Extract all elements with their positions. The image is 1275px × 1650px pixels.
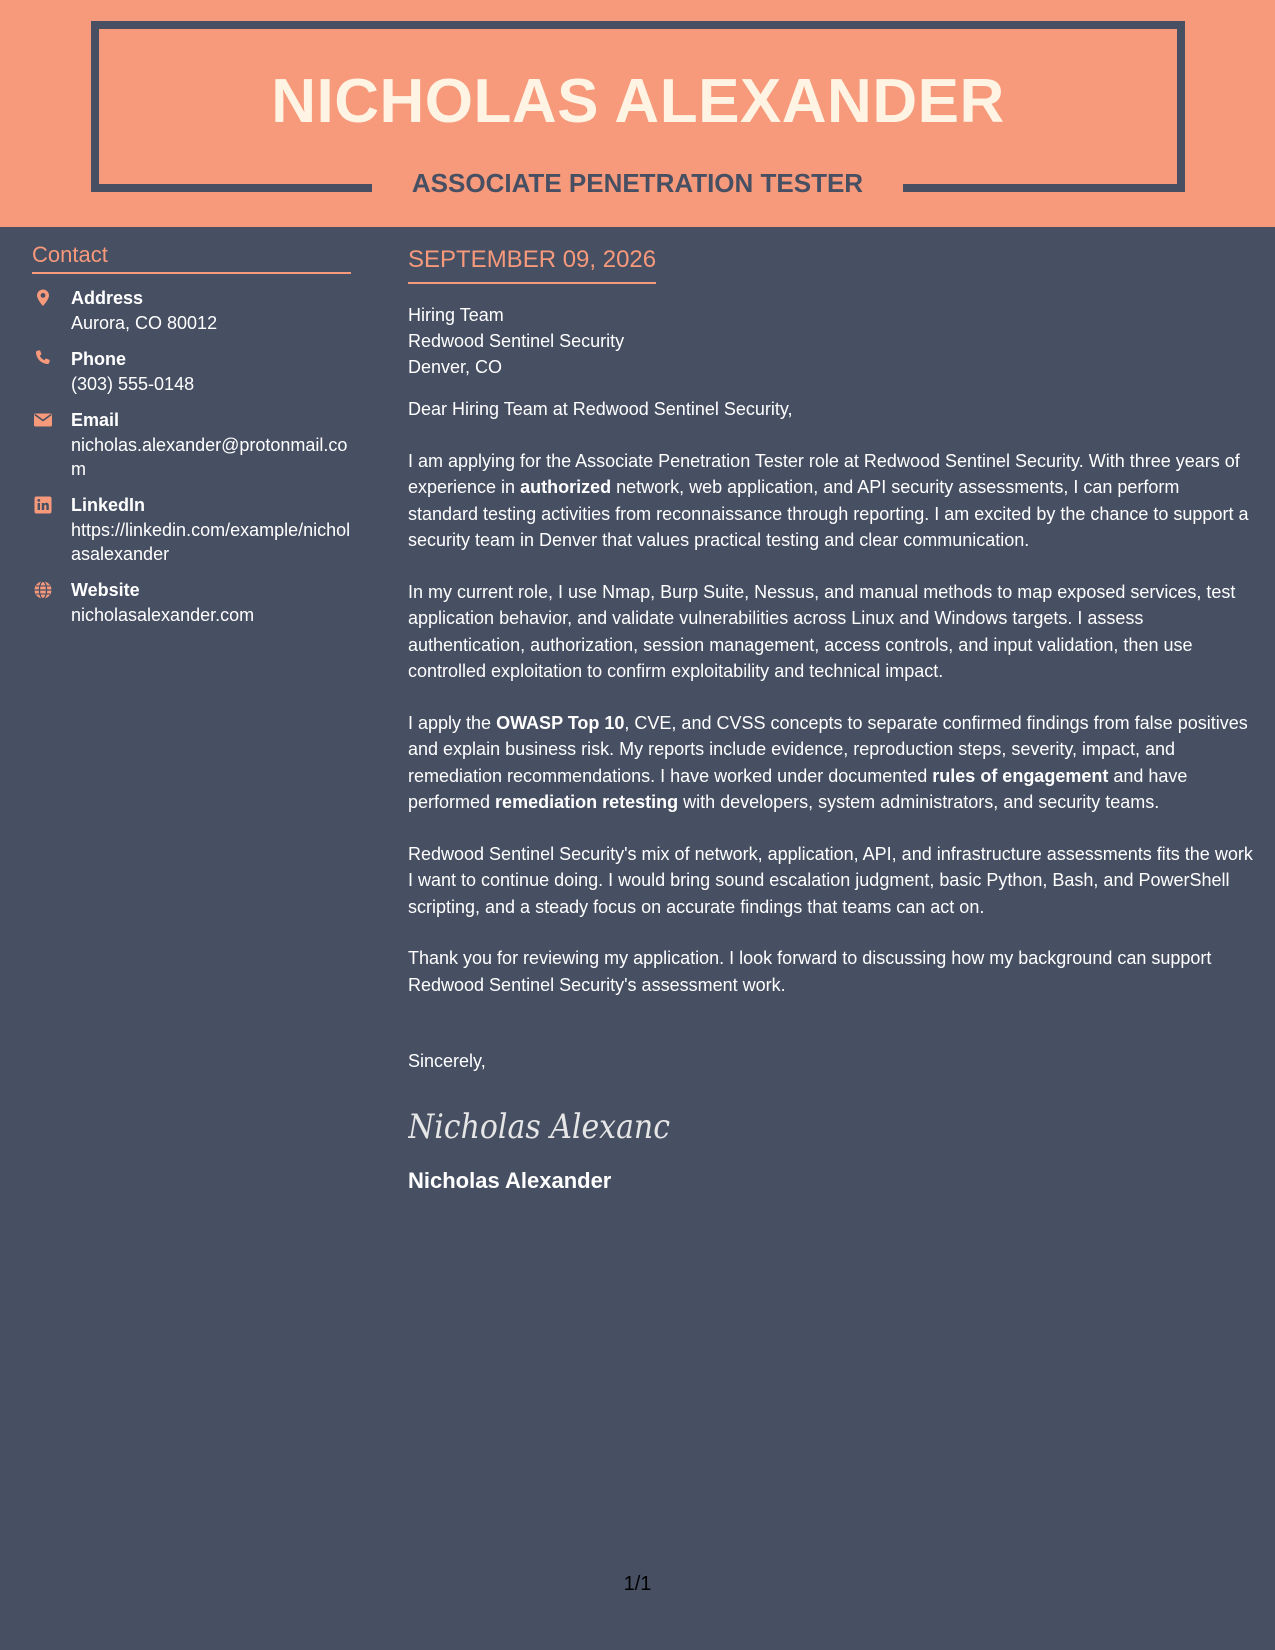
- candidate-name: NICHOLAS ALEXANDER: [271, 67, 1005, 136]
- contact-item-linkedin: [32, 493, 351, 566]
- header-frame-bottom-right: [903, 184, 1185, 192]
- letter-date: SEPTEMBER 09, 2026: [408, 244, 656, 284]
- bold-text: remediation retesting: [495, 792, 679, 812]
- text-run: and have performed: [408, 765, 1188, 812]
- contact-label: Website: [71, 580, 140, 600]
- recipient-company: Redwood Sentinel Security: [408, 331, 625, 351]
- bold-text: OWASP Top 10: [496, 712, 625, 733]
- contact-heading: Contact: [32, 240, 351, 274]
- paragraph-experience: In my current role, I use Nmap, Burp Suite, Nessus, and manual methods to map exposed services, test application behavior, and validate vulnerabilities across Linux and Windows targets. I assess authentication, authorization, session management, access controls, and input validation, then use controlled exploitation to confirm exploitability and technical impact.: [408, 581, 1236, 681]
- recipient-block: [408, 302, 1254, 380]
- closing: Sincerely,: [408, 1051, 486, 1071]
- text-run: with developers, system administrators, and security teams.: [678, 792, 1160, 812]
- contact-list: [32, 286, 351, 627]
- contact-item-email: [32, 408, 351, 481]
- signature-image: [408, 1096, 1254, 1152]
- contact-label: LinkedIn: [71, 495, 146, 515]
- paragraph-methodology: [408, 710, 1254, 816]
- salutation: Dear Hiring Team at Redwood Sentinel Security,: [408, 399, 793, 419]
- contact-item-phone: [32, 347, 351, 396]
- page-number: 1/1: [623, 1573, 652, 1595]
- contact-item-address: [32, 286, 351, 335]
- contact-item-website: [32, 578, 351, 627]
- contact-value: Aurora, CO 80012: [71, 313, 218, 333]
- header-banner: [0, 0, 1275, 227]
- signature-drawing: [408, 1096, 678, 1152]
- paragraph-intro: [408, 448, 1254, 554]
- bold-text: rules of engagement: [932, 765, 1109, 786]
- header-frame-bottom-left: [91, 184, 372, 192]
- text-run: , CVE, and CVSS concepts to separate confirmed findings from false positives and explain business risk. My reports include evidence, reproduction steps, severity, impact, and remediation recommendations. I have worked under documented: [408, 712, 1248, 786]
- recipient-line: Hiring Team: [408, 305, 504, 325]
- globe-icon: [33, 580, 53, 600]
- phone-icon: [33, 349, 53, 369]
- contact-label: Address: [71, 288, 144, 308]
- bold-text: authorized: [520, 477, 612, 497]
- contact-value: (303) 555-0148: [71, 374, 195, 394]
- envelope-icon: [33, 410, 53, 430]
- signature-text: Nicholas Alexanc: [408, 1107, 670, 1147]
- contact-value: nicholasalexander.com: [71, 605, 255, 625]
- text-run: network, web application, and API security assessments, I can perform standard testing activities from reconnaissance through reporting. I am excited by the chance to support a security team in Denver that values practical testing and clear communication.: [408, 477, 1249, 550]
- contact-sidebar: [32, 240, 351, 639]
- contact-value: nicholas.alexander@protonmail.com: [71, 435, 348, 479]
- recipient-location: Denver, CO: [408, 357, 503, 377]
- printed-name: Nicholas Alexander: [408, 1168, 612, 1193]
- paragraph-fit: Redwood Sentinel Security's mix of network, application, API, and infrastructure assessments fits the work I want to continue doing. I would bring sound escalation judgment, basic Python, Bash, and PowerShell scripting, and a steady focus on accurate findings that teams can act on.: [408, 843, 1253, 917]
- text-run: I apply the: [408, 712, 497, 733]
- contact-label: Email: [71, 410, 120, 430]
- map-pin-icon: [33, 288, 53, 308]
- letter-body: [408, 244, 1254, 1196]
- text-run: I am applying for the Associate Penetration Tester role at Redwood Sentinel Security. With three years of experience in: [408, 450, 1240, 497]
- contact-value: https://linkedin.com/example/nicholasalexander: [71, 520, 351, 564]
- paragraph-thanks: Thank you for reviewing my application. I look forward to discussing how my background can support Redwood Sentinel Security's assessment work.: [408, 948, 1212, 995]
- linkedin-icon: [33, 495, 53, 515]
- job-title: ASSOCIATE PENETRATION TESTER: [411, 168, 864, 198]
- contact-label: Phone: [71, 349, 127, 369]
